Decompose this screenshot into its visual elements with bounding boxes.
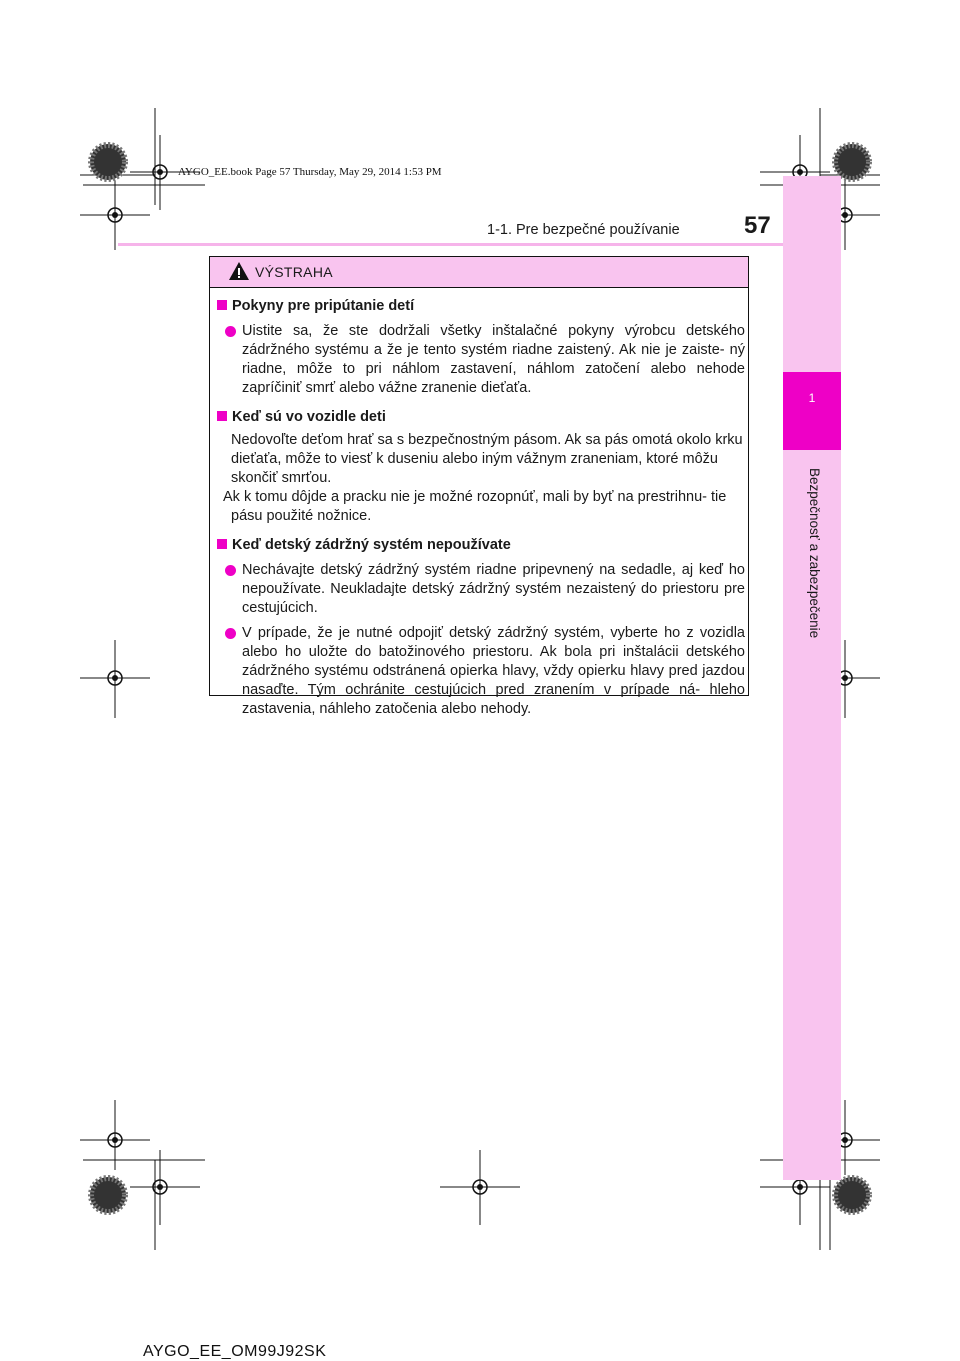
square-bullet-icon [217,411,227,421]
warning-box [209,256,749,717]
section-heading: Pokyny pre pripútanie detí [217,297,745,316]
section-heading: Keď sú vo vozidle deti [217,408,745,427]
round-bullet-icon [225,326,236,337]
list-item: V prípade, že je nutné odpojiť detský zádržný systém, vyberte ho z vozidla alebo ho uložte do batožinového priestoru. Ak bola pri inštalácii detského zádržného systému odstránená opierka hlavy, vždy opierku hlavy pred jazdou nasaďte. Tým ochránite cestujúcich pred zranením v prípade ná- hleho zastavenia, náhleho zatočenia alebo nehody. [217,624,745,719]
list-item: Uistite sa, že ste dodržali všetky inštalačné pokyny výrobcu detského zádržného systému a že je tento systém riadne zaistený. Ak nie je zaiste- ný riadne, môže to pri náhlom zastavení, náhlom zatočení alebo nehode zapríčiniť smrť alebo vážne zranenie dieťaťa. [217,322,745,398]
chapter-number-marker [783,372,841,450]
square-bullet-icon [217,539,227,549]
round-bullet-icon [225,565,236,576]
chapter-side-tab [783,176,841,1180]
warning-title: VÝSTRAHA [255,264,333,280]
page-number: 57 [744,212,771,239]
paragraph: Nedovoľte deťom hrať sa s bezpečnostným pásom. Ak sa pás omotá okolo krku dieťaťa, môže to viesť k duseniu alebo iným vážnym zraneniam, ktoré môžu skončiť smrťou. [231,432,743,486]
chapter-title: Bezpečnosť a zabezpečenie [807,468,822,639]
chapter-number: 1 [808,391,816,405]
footer-code: AYGO_EE_OM99J92SK [143,1343,327,1360]
section-title: 1-1. Pre bezpečné používanie [487,222,680,238]
square-bullet-icon [217,300,227,310]
section-heading: Keď detský zádržný systém nepoužívate [217,536,745,555]
warning-header [210,257,748,288]
round-bullet-icon [225,628,236,639]
book-stamp: AYGO_EE.book Page 57 Thursday, May 29, 2014 1:53 PM [178,166,442,178]
list-item: Nechávajte detský zádržný systém riadne pripevnený na sedadle, aj keď ho nepoužívate. Neukladajte detský zádržný systém nezaistený do priestoru pre cestujúcich. [217,561,745,618]
warning-body [217,297,745,719]
header-rule [118,243,783,246]
warning-triangle-icon [228,261,250,281]
paragraph: Ak k tomu dôjde a pracku nie je možné rozopnúť, mali by byť na prestrihnu- tie pásu použité nožnice. [223,489,727,524]
